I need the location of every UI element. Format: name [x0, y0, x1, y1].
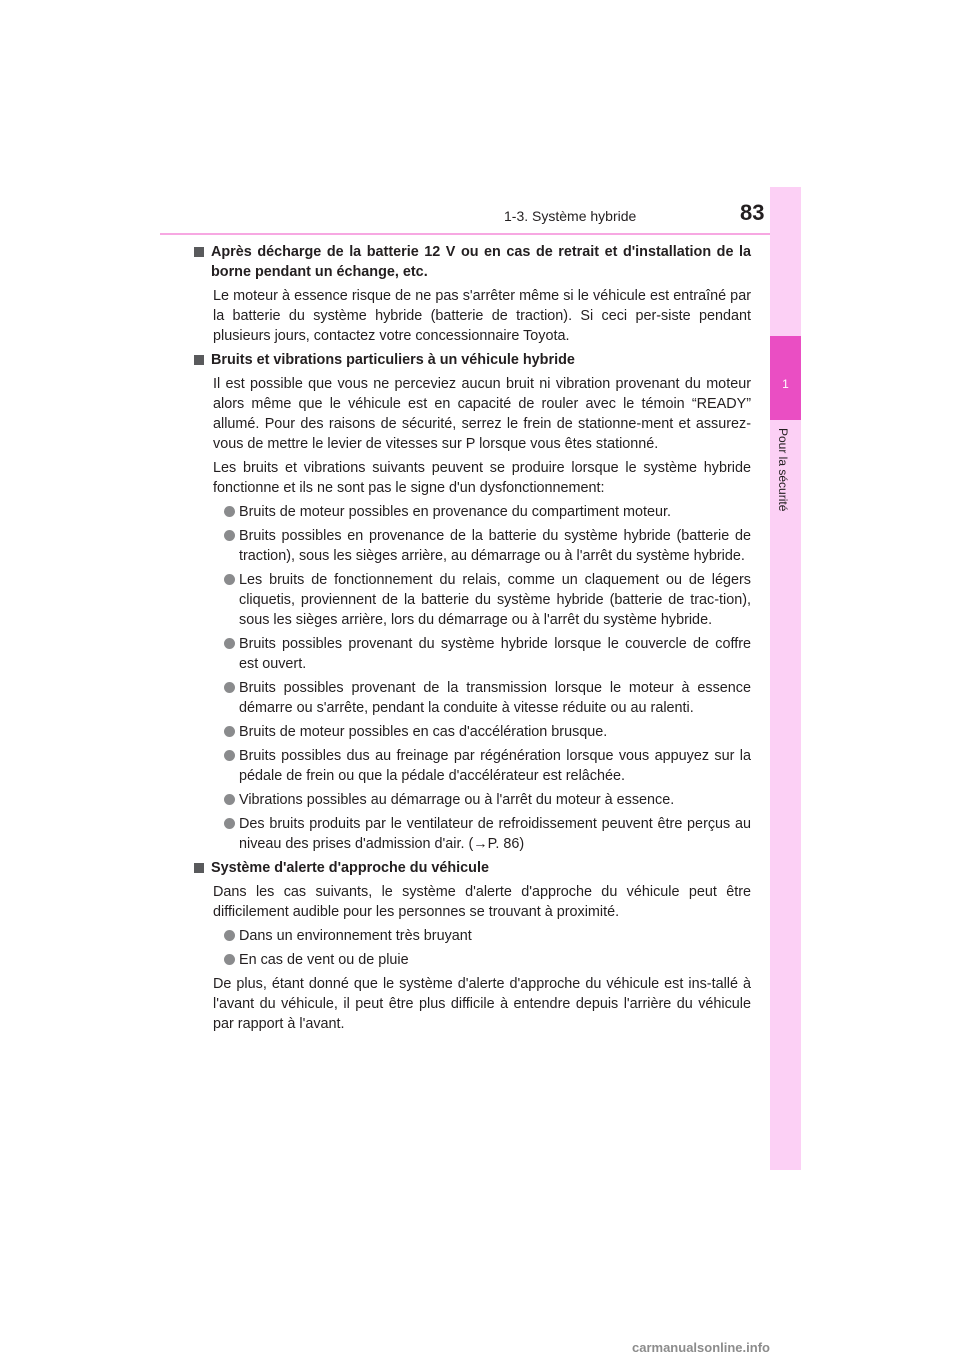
list-item: Vibrations possibles au démarrage ou à l'arrêt du moteur à essence. [239, 790, 751, 810]
paragraph: De plus, étant donné que le système d'alerte d'approche du véhicule est ins-tallé à l'avant du véhicule, il peut être plus difficile à entendre depuis l'arrière du véhicule par rapport à l'avant. [213, 976, 751, 1032]
list-item: Les bruits de fonctionnement du relais, comme un claquement ou de légers cliquetis, proviennent de la batterie du système hybride (batterie de trac-tion), sous les sièges arrière, lors du démarrage ou à l'arrêt du système hybride. [239, 570, 751, 630]
list-item: Bruits possibles provenant du système hybride lorsque le couvercle de coffre est ouvert. [239, 634, 751, 674]
list-item: Des bruits produits par le ventilateur de refroidissement peuvent être perçus au niveau des prises d'admission d'air. (→P. 86) [239, 814, 751, 854]
circle-bullet-icon [224, 954, 235, 965]
circle-bullet-icon [224, 794, 235, 805]
circle-bullet-icon [224, 818, 235, 829]
paragraph: Il est possible que vous ne perceviez aucun bruit ni vibration provenant du moteur alors même que le véhicule est en capacité de rouler avec le témoin “READY” allumé. Pour des raisons de sécurité, serrez le frein de stationne-ment et assurez-vous de mettre le levier de vitesses sur P lorsque vous êtes stationné. [213, 376, 751, 452]
main-content [208, 242, 751, 1038]
circle-bullet-icon [224, 574, 235, 585]
list-item: En cas de vent ou de pluie [239, 950, 751, 970]
list-item: Dans un environnement très bruyant [239, 926, 751, 946]
circle-bullet-icon [224, 638, 235, 649]
section-heading: Système d'alerte d'approche du véhicule [208, 858, 751, 878]
list-item: Bruits possibles provenant de la transmission lorsque le moteur à essence démarre ou s'arrête, pendant la conduite à vitesse réduite ou au ralenti. [239, 678, 751, 718]
list-item: Bruits de moteur possibles en provenance du compartiment moteur. [239, 502, 751, 522]
paragraph: Le moteur à essence risque de ne pas s'arrêter même si le véhicule est entraîné par la batterie du système hybride (batterie de traction). Si ceci per-siste pendant plusieurs jours, contactez votre concessionnaire Toyota. [213, 288, 751, 344]
square-bullet-icon [194, 863, 204, 873]
list-item: Bruits possibles en provenance de la batterie du système hybride (batterie de traction), sous les sièges arrière, au démarrage ou à l'arrêt du système hybride. [239, 526, 751, 566]
paragraph: Les bruits et vibrations suivants peuvent se produire lorsque le système hybride fonctionne et ils ne sont pas le signe d'un dysfonctionnement: [213, 460, 751, 496]
section-title: 1-3. Système hybride [504, 208, 637, 224]
circle-bullet-icon [224, 530, 235, 541]
square-bullet-icon [194, 355, 204, 365]
header-divider [160, 233, 800, 235]
chapter-label: Pour la sécurité [776, 428, 790, 512]
circle-bullet-icon [224, 750, 235, 761]
list-item: Bruits possibles dus au freinage par régénération lorsque vous appuyez sur la pédale de frein ou que la pédale d'accélérateur est relâchée. [239, 746, 751, 786]
list-item: Bruits de moteur possibles en cas d'accélération brusque. [239, 722, 751, 742]
page-header [160, 198, 800, 234]
watermark: carmanualsonline.info [632, 1340, 770, 1355]
side-tab [770, 187, 801, 1170]
circle-bullet-icon [224, 682, 235, 693]
chapter-number-tab: 1 [770, 336, 801, 420]
section-heading: Après décharge de la batterie 12 V ou en cas de retrait et d'installation de la borne pendant un échange, etc. [208, 242, 751, 282]
section-heading: Bruits et vibrations particuliers à un véhicule hybride [208, 350, 751, 370]
circle-bullet-icon [224, 930, 235, 941]
square-bullet-icon [194, 247, 204, 257]
circle-bullet-icon [224, 726, 235, 737]
circle-bullet-icon [224, 506, 235, 517]
page-number: 83 [740, 200, 765, 225]
paragraph: Dans les cas suivants, le système d'alerte d'approche du véhicule peut être difficilement audible pour les personnes se trouvant à proximité. [213, 884, 751, 920]
